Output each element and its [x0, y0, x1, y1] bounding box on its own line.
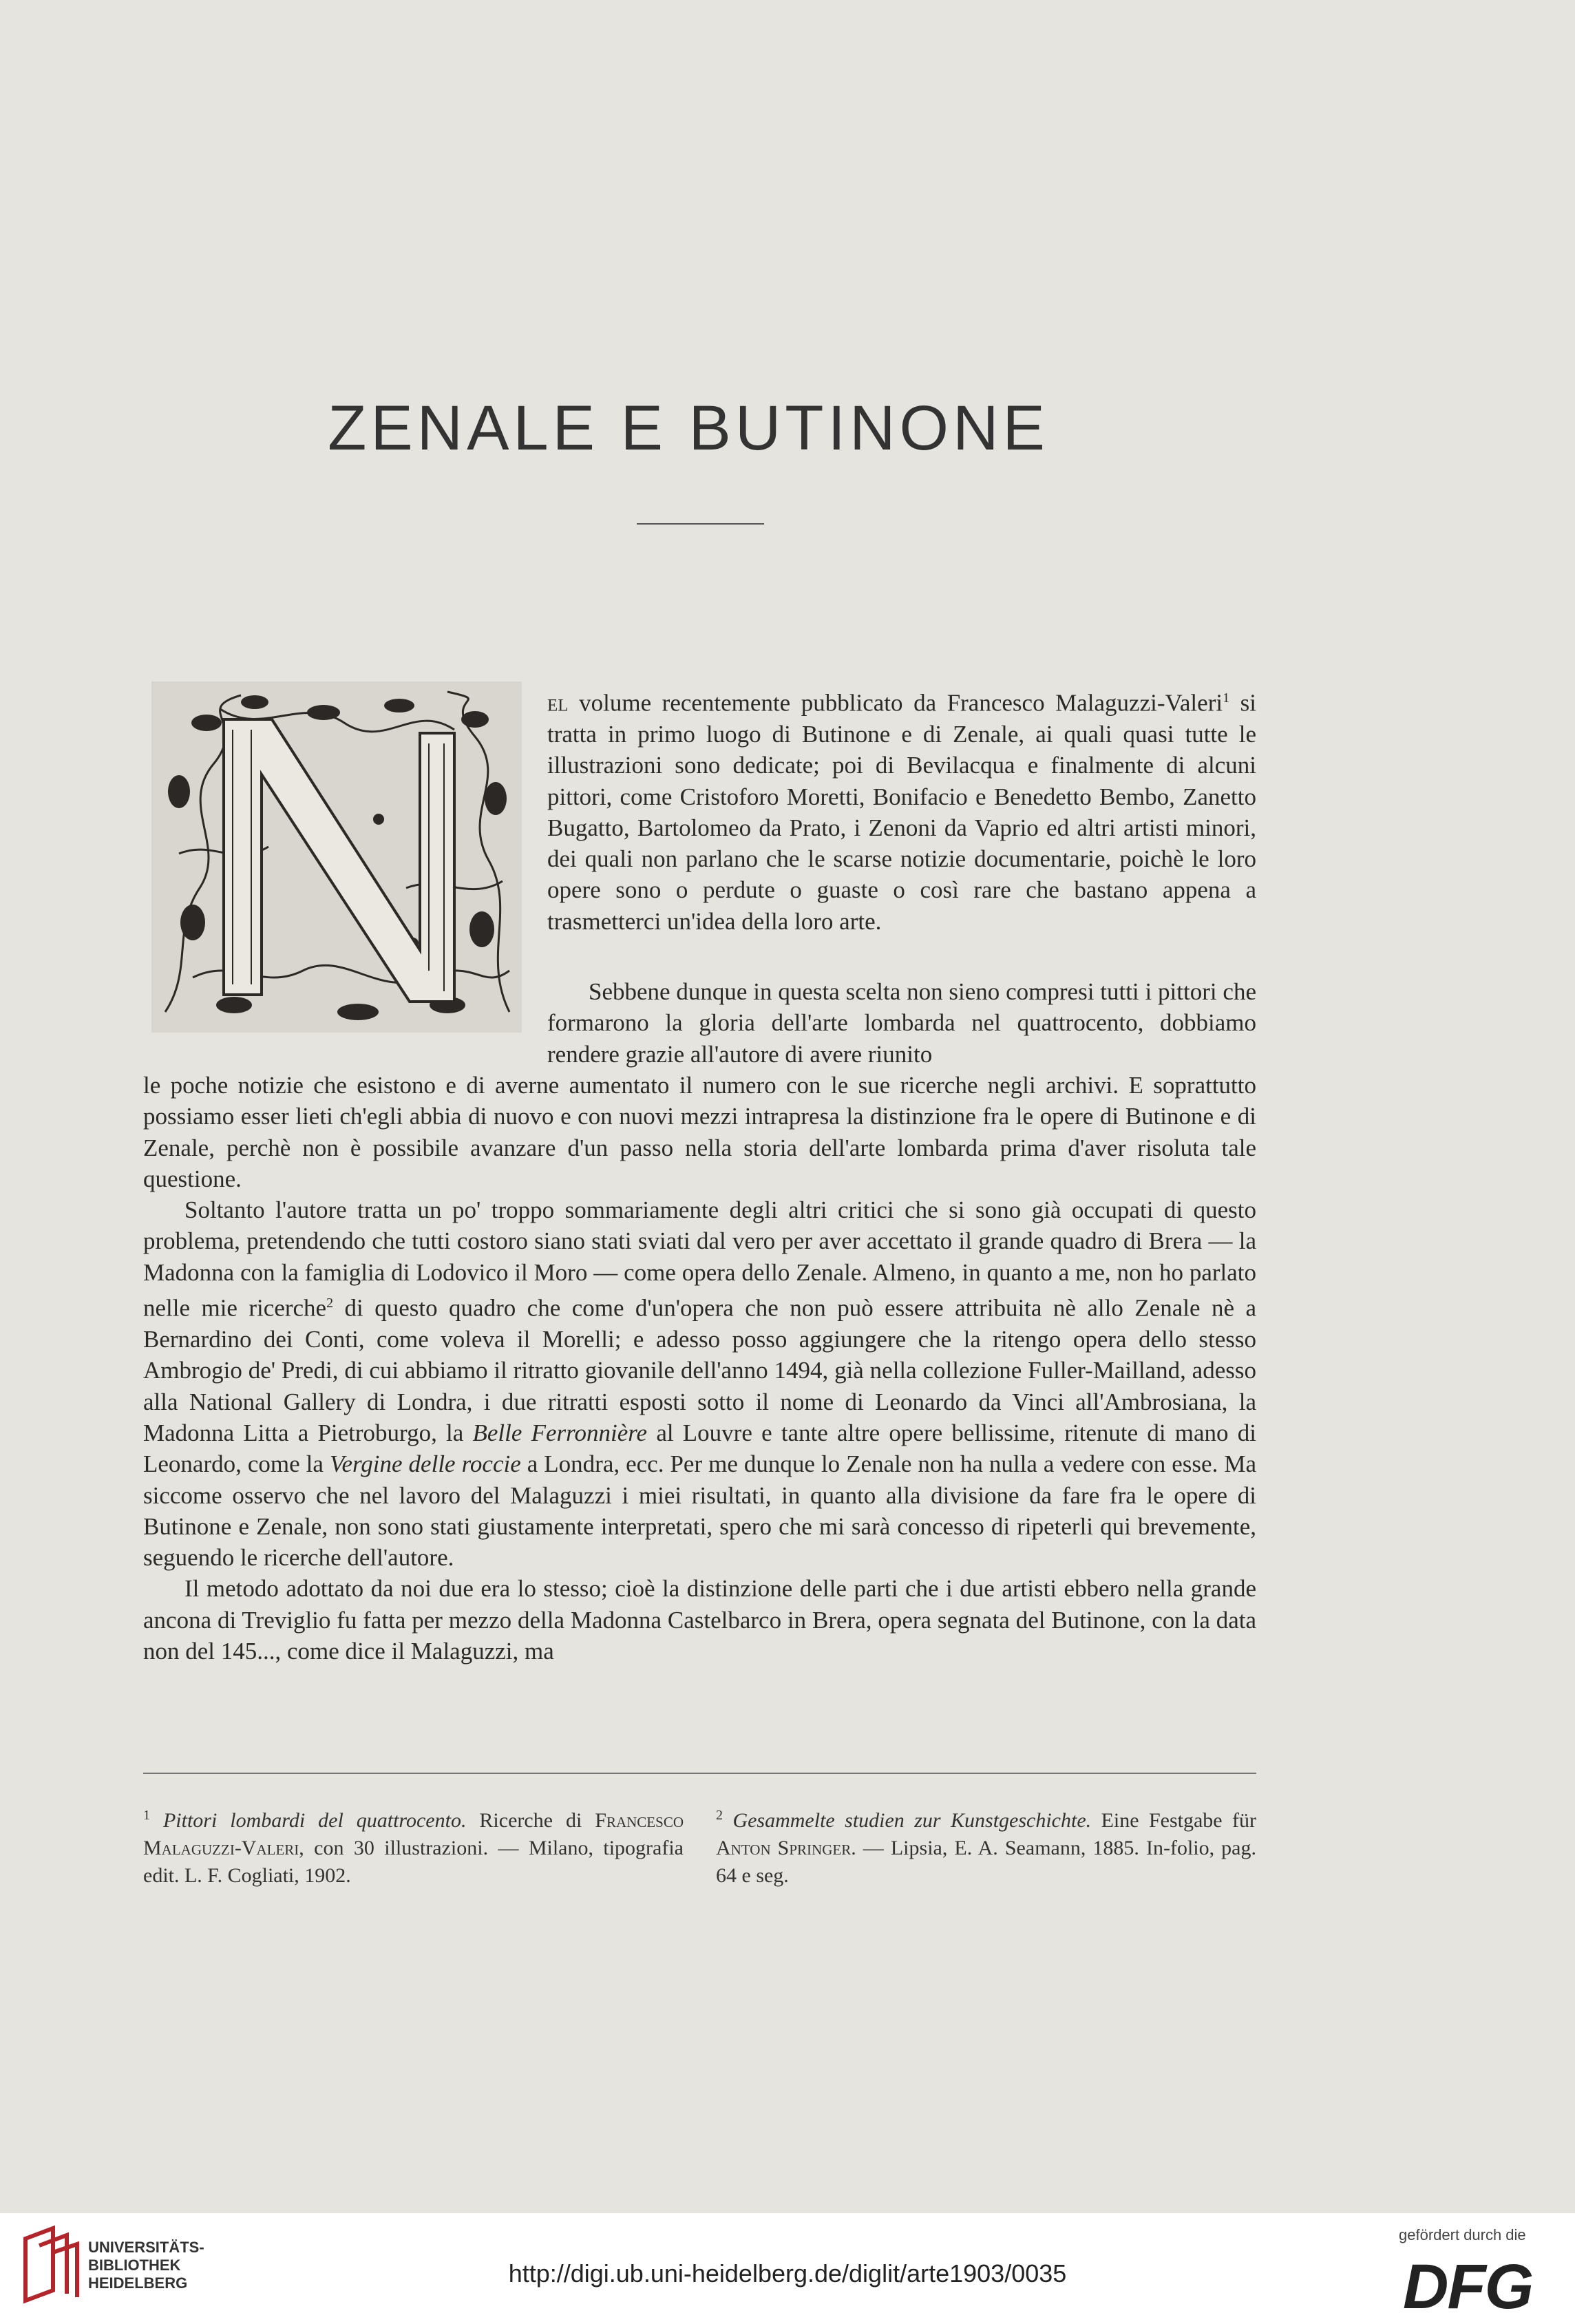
footnote-2-text-b: . — Lipsia, E. A. Seamann, 1885. In-folio, pag. 64 e seg.: [716, 1837, 1257, 1887]
paragraph-1: [547, 683, 1256, 937]
artwork-title-vergine-delle-roccie: Vergine delle roccie: [329, 1450, 521, 1478]
footnote-1-text-a: Ricerche di: [466, 1809, 595, 1832]
footnote-1-mark: 1: [143, 1808, 150, 1823]
footnote-2-mark: 2: [716, 1808, 723, 1823]
paragraph-3-text-d: a Londra, ecc. Per me dunque lo Zenale non ha nulla a vedere con esse. Ma siccome osservo che nel lavoro del Malaguzzi i miei risultati, in quanto alla divisione da fare fra le opere di Butinone e Zenale, non sono stati giustamente interpretati, spero che mi sarà concesso di ripeterli qui brevemente, seguendo le ricerche dell'autore.: [143, 1450, 1256, 1572]
library-line-2: BIBLIOTHEK: [88, 2257, 181, 2274]
footnote-divider: [143, 1773, 1256, 1774]
footnote-2-honoree: Anton Springer: [716, 1837, 852, 1859]
paragraph-1-text-b: si tratta in primo luogo di Butinone e di Zenale, ai quali quasi tutte le illustrazioni sono dedicate; poi di Bevilacqua e finalmente di alcuni pittori, come Cristoforo Moretti, Bonifacio e Benedetto Bembo, Zanetto Bugatto, Bartolomeo da Prato, i Zenoni da Vaprio ed altri artisti minori, dei quali non parlano che le scarse notizie documentarie, poichè le loro opere sono o perdute o guaste o così rare che bastano appena a trasmetterci un'idea della loro arte.: [547, 689, 1256, 935]
drop-cap-continuation: el: [547, 689, 569, 717]
paragraph-3: [143, 1194, 1256, 1573]
paragraph-3-text-a: Soltanto l'autore tratta un po' troppo sommariamente degli altri critici che si sono già occupati di questo problema, pretendendo che tutti costoro siano stati sviati dal vero per aver accettato il grande quadro di Brera — la Madonna con la famiglia di Lodovico il Moro — come opera dello Zenale. Almeno, in quanto a me, non ho parlato nelle mie ricerche: [143, 1196, 1256, 1322]
footnote-1-title: Pittori lombardi del quattrocento.: [162, 1809, 467, 1832]
footnote-ref-1: 1: [1223, 690, 1230, 706]
library-line-3: HEIDELBERG: [88, 2274, 188, 2292]
paragraph-3-text-c: al Louvre e tante altre opere bellissime, ritenute di mano di Leonardo, come la: [143, 1419, 1256, 1478]
paragraph-2-text-a: Sebbene dunque in questa scelta non sieno compresi tutti i pittori che formarono la gloria dell'arte lombarda nel quattrocento, dobbiamo rendere grazie all'autore di avere riunito: [547, 978, 1256, 1068]
paragraph-3-text-b: di questo quadro che come d'un'opera che non può essere attribuita nè allo Zenale nè a Bernardino dei Conti, come voleva il Morelli; e adesso posso aggiungere che la ritengo opera dello stesso Ambrogio de' Predi, di cui abbiamo il ritratto giovanile dell'anno 1494, già nella collezione Fuller-Mailland, adesso alla National Gallery di Londra, i due ritratti esposti sotto il nome di Leonardo da Vinci all'Ambrosiana, la Madonna Litta a Pietroburgo, la: [143, 1294, 1256, 1446]
library-line-1: UNIVERSITÄTS-: [88, 2239, 204, 2256]
footnote-1: [143, 1802, 684, 1890]
title-divider: [637, 523, 764, 525]
main-text-column: [143, 1070, 1256, 1667]
footnote-2-title: Gesammelte studien zur Kunstgeschichte.: [732, 1809, 1092, 1832]
dfg-logo: DFG: [1403, 2252, 1533, 2322]
footnote-ref-2: 2: [326, 1296, 334, 1311]
sponsor-label: gefördert durch die: [1399, 2226, 1526, 2243]
paragraph-2-start: [547, 976, 1256, 1070]
decorated-initial-n: [151, 682, 522, 1033]
footnote-2-text-a: Eine Festgabe für: [1091, 1809, 1257, 1832]
source-url-link[interactable]: http://digi.ub.uni-heidelberg.de/diglit/arte1903/0035: [508, 2259, 1067, 2288]
artwork-title-belle-ferronniere: Belle Ferronnière: [472, 1419, 648, 1446]
footnote-2: [716, 1802, 1256, 1890]
paragraph-4: Il metodo adottato da noi due era lo stesso; cioè la distinzione delle parti che i due artisti ebbero nella grande ancona di Treviglio fu fatta per mezzo della Madonna Castelbarco in Brera, opera segnata del Butinone, con la data non del 145..., come dice il Malaguzzi, ma: [143, 1575, 1256, 1665]
footnote-1-text-b: , con 30 illustrazioni. — Milano, tipografia edit. L. F. Cogliati, 1902.: [143, 1837, 684, 1887]
page-title: ZENALE E BUTINONE: [328, 393, 1049, 463]
paragraph-2-text-b: le poche notizie che esistono e di averne aumentato il numero con le sue ricerche negli archivi. E soprattutto possiamo esser lieti ch'egli abbia di nuovo e con nuovi mezzi intrapresa la distinzione fra le opere di Butinone e di Zenale, perchè non è possibile avanzare d'un passo nella storia dell'arte lombarda prima d'aver risoluta tale questione.: [143, 1072, 1256, 1192]
paragraph-1-text-a: volume recentemente pubblicato da Francesco Malaguzzi-Valeri: [568, 689, 1223, 717]
footnote-1-author: Francesco Malaguzzi-Valeri: [143, 1809, 684, 1859]
